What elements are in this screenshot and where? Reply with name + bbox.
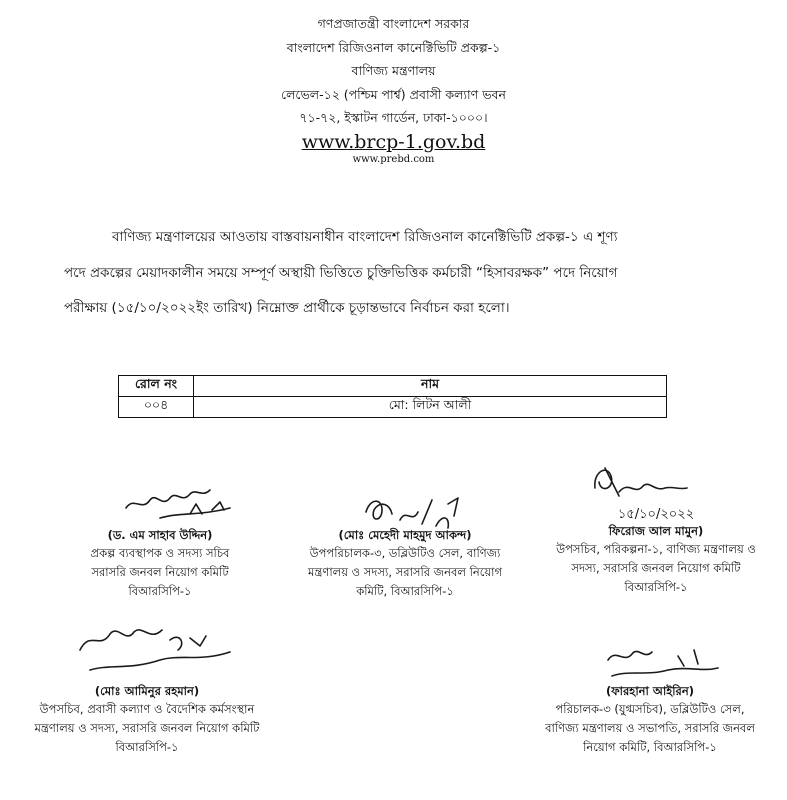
signature-scrawl-1 [120, 478, 250, 528]
signatory-designation: উপসচিব, পরিকল্পনা-১, বাণিজ্য মন্ত্রণালয় ও [556, 542, 756, 556]
address-line-1: লেভেল-১২ (পশ্চিম পার্শ্ব) প্রবাসী কল্যাণ ভবন [281, 86, 506, 102]
signatory-designation: বাণিজ্য মন্ত্রণালয় ও সভাপতি, সরাসরি জনবল [545, 721, 755, 735]
government-name: গণপ্রজাতন্ত্রী বাংলাদেশ সরকার [317, 16, 470, 31]
cell-roll: ০০৪ [119, 397, 194, 418]
signatory-designation: উপসচিব, প্রবাসী কল্যাণ ও বৈদেশিক কর্মসংস্থান [39, 702, 255, 716]
signature-scrawl-3 [585, 458, 695, 506]
signature-scrawl-5 [598, 640, 728, 685]
signatory-block-3 [528, 506, 784, 597]
signature-date: ১৫/১০/২০২২ [617, 507, 695, 522]
signatory-designation: প্রকল্প ব্যবস্থাপক ও সদস্য সচিব [90, 546, 230, 560]
cell-name: মো: লিটন আলী [194, 397, 667, 418]
signatory-designation: কমিটি, বিআরসিপি-১ [356, 584, 454, 598]
notice-line-3: পরীক্ষায় (১৫/১০/২০২২ইং তারিখ) নিম্নোক্ত প্রার্থীকে চূড়ান্তভাবে নির্বাচন করা হলো। [64, 300, 510, 316]
ministry-name: বাণিজ্য মন্ত্রণালয় [351, 63, 436, 78]
result-table [118, 375, 667, 418]
column-header-name: নাম [194, 376, 667, 397]
project-name: বাংলাদেশ রিজিওনাল কানেক্টিভিটি প্রকল্প-১ [286, 39, 501, 55]
signatory-name: (মোঃ মেহেদী মাহমুদ আকন্দ) [338, 528, 472, 542]
address-line-2: ৭১-৭২, ইস্কাটন গার্ডেন, ঢাকা-১০০০। [299, 110, 488, 125]
signatory-block-1 [40, 527, 280, 601]
table-header-row [119, 376, 667, 397]
table-row [119, 397, 667, 418]
signatory-designation: মন্ত্রণালয় ও সদস্য, সরাসরি জনবল নিয়োগ [308, 565, 502, 579]
signatory-name: (মোঃ আমিনুর রহমান) [94, 684, 200, 698]
signatory-designation: পরিচালক-৩ (যুগ্মসচিব), ডব্লিউটিও সেল, [555, 702, 745, 716]
source-watermark: www.prebd.com [352, 153, 435, 165]
signatory-designation: সদস্য, সরাসরি জনবল নিয়োগ কমিটি [571, 561, 741, 575]
notice-line-1: বাণিজ্য মন্ত্রণালয়ের আওতায় বাস্তবায়নাধীন বাংলাদেশ রিজিওনাল কানেক্টিভিটি প্রকল্প-১ এ শূণ্য [112, 229, 618, 245]
signatory-designation: নিয়োগ কমিটি, বিআরসিপি-১ [583, 740, 717, 754]
signatory-designation: মন্ত্রণালয় ও সদস্য, সরাসরি জনবল নিয়োগ কমিটি [34, 721, 260, 735]
column-header-roll: রোল নং [119, 376, 194, 397]
signatory-designation: বিআরসিপি-১ [624, 580, 688, 594]
signatory-name: (ড. এম সাহাব উদ্দিন) [107, 528, 213, 542]
signatory-block-2 [280, 527, 530, 601]
signatory-block-5 [520, 683, 780, 757]
signatory-designation: উপপরিচালক-৩, ডব্লিউটিও সেল, বাণিজ্য [309, 546, 501, 560]
signatory-name: ফিরোজ আল মামুন) [608, 524, 704, 538]
signatory-designation: বিআরসিপি-১ [128, 584, 192, 598]
letterhead [0, 12, 787, 166]
signatory-name: (ফারহানা আইরিন) [605, 684, 695, 698]
signatory-block-4 [12, 683, 282, 757]
signature-scrawl-4 [70, 620, 240, 680]
signatory-designation: সরাসরি জনবল নিয়োগ কমিটি [91, 565, 229, 579]
signatory-designation: বিআরসিপি-১ [115, 740, 179, 754]
website-link[interactable]: www.brcp-1.gov.bd [301, 130, 486, 153]
notice-line-2: পদে প্রকল্পের মেয়াদকালীন সময়ে সম্পূর্ণ অস্থায়ী ভিত্তিতে চুক্তিভিত্তিক কর্মচারী “হিসাবরক্ষক” পদে নিয়োগ [64, 265, 618, 281]
